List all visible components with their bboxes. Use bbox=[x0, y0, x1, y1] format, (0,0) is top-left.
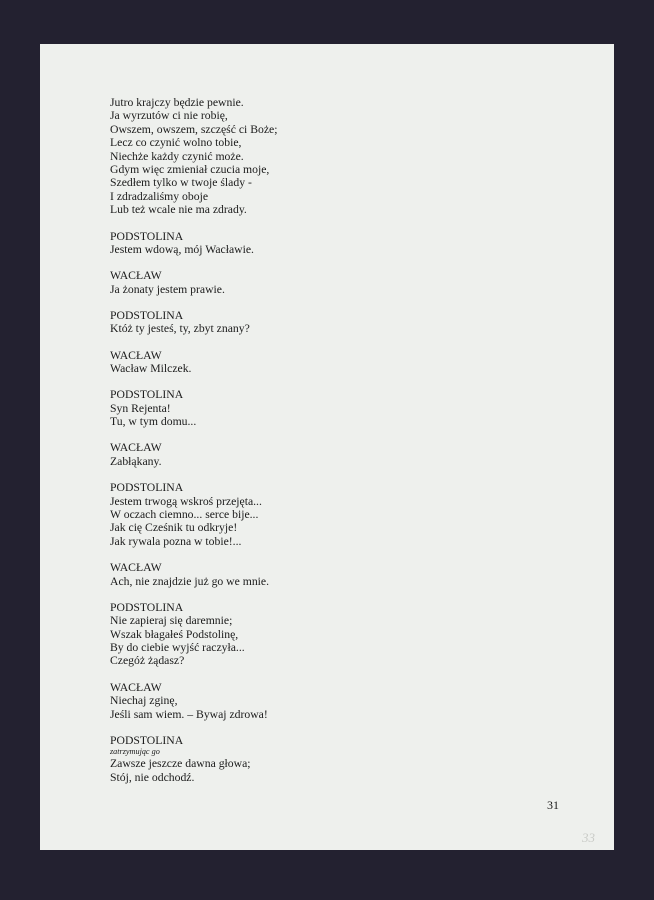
speaker-name: WACŁAW bbox=[110, 348, 162, 362]
verse-line: Wacław Milczek. bbox=[110, 362, 192, 376]
dialogue-block bbox=[110, 230, 550, 257]
verse-line: Jak rywala pozna w tobie!... bbox=[110, 534, 242, 548]
speaker-name: WACŁAW bbox=[110, 269, 162, 283]
verse-line: Gdym więc zmieniał czucia moje, bbox=[110, 163, 270, 177]
dialogue-block bbox=[110, 388, 550, 428]
verse-line: I zdradzaliśmy oboje bbox=[110, 189, 209, 203]
speaker-name: PODSTOLINA bbox=[110, 600, 184, 614]
verse-line: Niechże każdy czynić może. bbox=[110, 149, 244, 163]
speaker-name: WACŁAW bbox=[110, 561, 162, 575]
speaker-name: PODSTOLINA bbox=[110, 388, 184, 402]
verse-line: Lub też wcale nie ma zdrady. bbox=[110, 203, 247, 217]
dialogue-block bbox=[110, 349, 550, 376]
stage-direction: zatrzymując go bbox=[110, 747, 160, 757]
speaker-name: PODSTOLINA bbox=[110, 733, 184, 747]
verse-line: Tu, w tym domu... bbox=[110, 415, 197, 429]
verse-line: Jeśli sam wiem. – Bywaj zdrowa! bbox=[110, 707, 268, 721]
dialogue-block bbox=[110, 601, 550, 668]
verse-line: Nie zapieraj się daremnie; bbox=[110, 614, 233, 628]
verse-line: Ja żonaty jestem prawie. bbox=[110, 282, 225, 296]
verse-line: Niechaj zginę, bbox=[110, 694, 178, 708]
verse-line: Jak cię Cześnik tu odkryje! bbox=[110, 521, 238, 535]
handwritten-page-mark: 33 bbox=[582, 830, 595, 845]
speaker-name: WACŁAW bbox=[110, 680, 162, 694]
verse-line: W oczach ciemno... serce bije... bbox=[110, 507, 259, 521]
verse-line: Zawsze jeszcze dawna głowa; bbox=[110, 757, 251, 771]
dialogue-block bbox=[110, 269, 550, 296]
dialogue-block bbox=[110, 309, 550, 336]
verse-block bbox=[110, 96, 550, 217]
dialogue-block bbox=[110, 441, 550, 468]
verse-line: Wszak błagałeś Podstolinę, bbox=[110, 627, 239, 641]
verse-line: Szedłem tylko w twoje ślady - bbox=[110, 176, 252, 190]
document-page bbox=[40, 44, 614, 850]
verse-line: Zabłąkany. bbox=[110, 454, 162, 468]
verse-line: Jestem trwogą wskroś przejęta... bbox=[110, 494, 262, 508]
verse-line: Lecz co czynić wolno tobie, bbox=[110, 136, 242, 150]
verse-line: Czegóż żądasz? bbox=[110, 654, 185, 668]
speaker-name: PODSTOLINA bbox=[110, 229, 184, 243]
dialogue-block bbox=[110, 561, 550, 588]
drama-text bbox=[110, 96, 550, 784]
speaker-name: WACŁAW bbox=[110, 441, 162, 455]
verse-line: Ach, nie znajdzie już go we mnie. bbox=[110, 574, 270, 588]
dialogue-block bbox=[110, 481, 550, 548]
dialogue-block bbox=[110, 734, 550, 784]
verse-line: By do ciebie wyjść raczyła... bbox=[110, 641, 245, 655]
verse-line: Któż ty jesteś, ty, zbyt znany? bbox=[110, 322, 250, 336]
verse-line: Jutro krajczy będzie pewnie. bbox=[110, 96, 244, 109]
speaker-name: PODSTOLINA bbox=[110, 481, 184, 495]
page-number: 31 bbox=[547, 798, 559, 812]
verse-line: Owszem, owszem, szczęść ci Boże; bbox=[110, 122, 278, 136]
speaker-name: PODSTOLINA bbox=[110, 308, 184, 322]
verse-line: Jestem wdową, mój Wacławie. bbox=[110, 242, 254, 256]
verse-line: Ja wyrzutów ci nie robię, bbox=[110, 109, 228, 123]
verse-line: Syn Rejenta! bbox=[110, 401, 171, 415]
dialogue-block bbox=[110, 681, 550, 721]
verse-line: Stój, nie odchodź. bbox=[110, 770, 195, 784]
